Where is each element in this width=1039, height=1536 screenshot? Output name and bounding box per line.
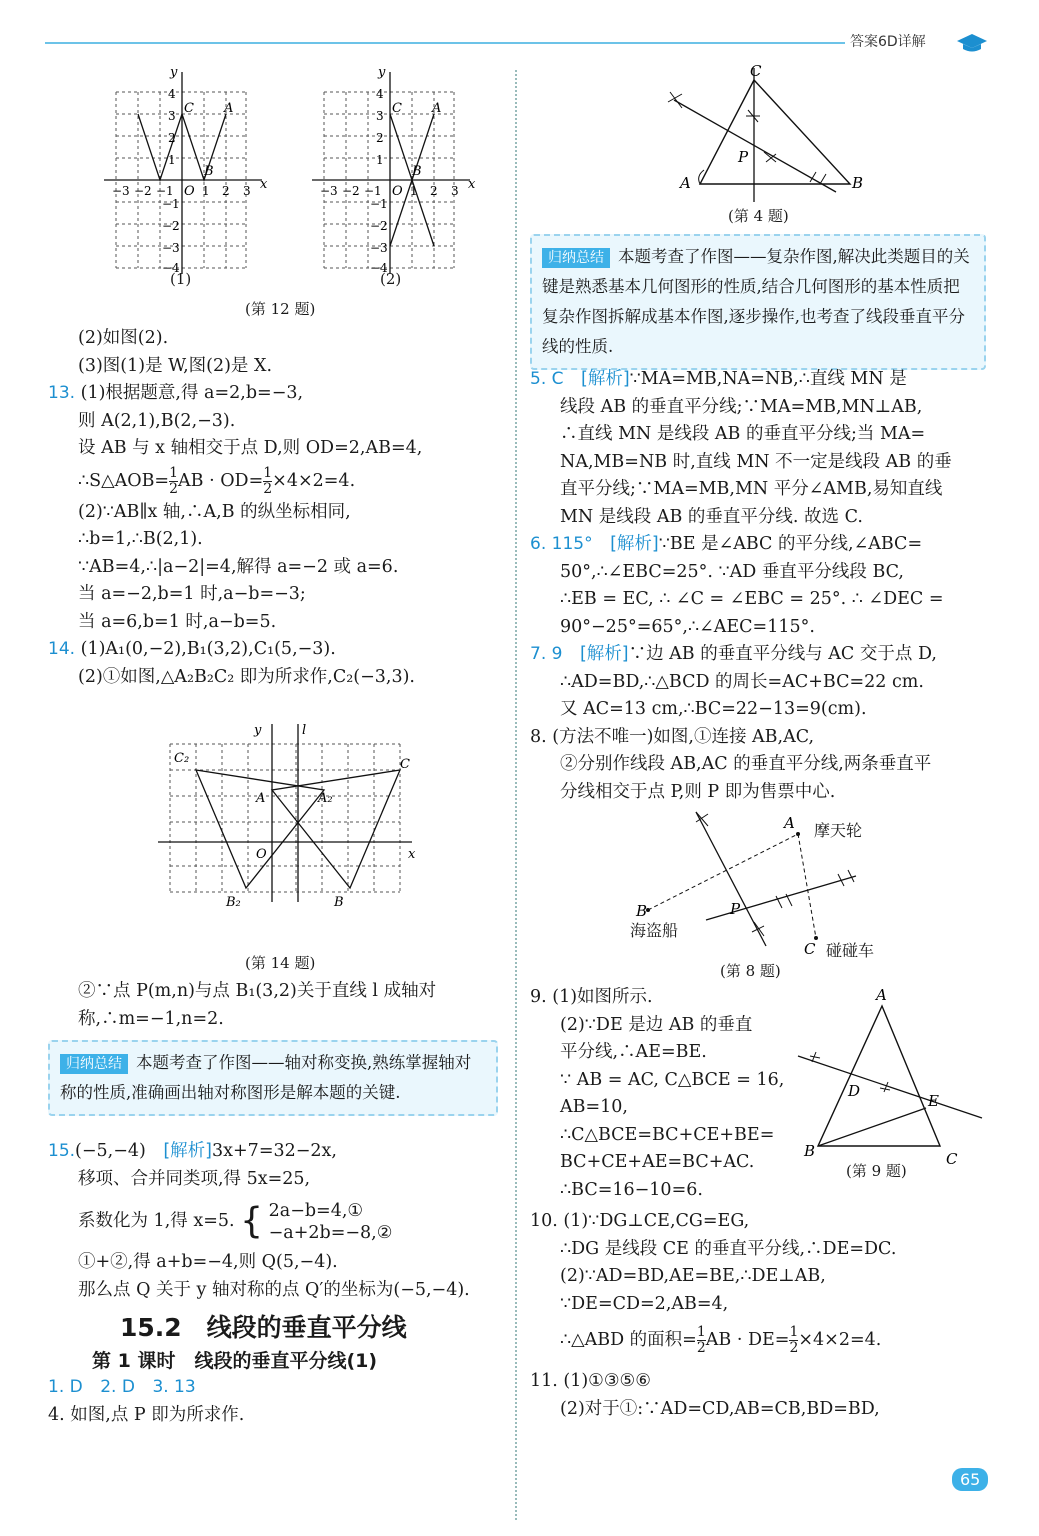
svg-text:A: A — [876, 986, 887, 1004]
lesson-title: 第 1 课时 线段的垂直平分线(1) — [92, 1350, 378, 1372]
fraction: $\frac{1}{2}$ — [263, 464, 273, 497]
question-number: 14. — [48, 639, 76, 659]
header-rule — [45, 42, 845, 44]
fig9-caption: (第 9 题) — [846, 1162, 907, 1180]
question-number: 5. C — [530, 369, 564, 389]
fig12-sub2: (2) — [380, 270, 402, 288]
text-line: (2)∵AB∥x 轴,∴A,B 的纵坐标相同, — [78, 501, 351, 522]
text-line: AB · DE= — [705, 1330, 790, 1350]
text-line: 10. (1)∵DG⊥CE,CG=EG, — [530, 1211, 750, 1231]
fig14-caption: (第 14 题) — [245, 954, 316, 972]
text-line: (1)A₁(0,−2),B₁(3,2),C₁(5,−3). — [80, 639, 336, 659]
text-line: ②∵点 P(m,n)与点 B₁(3,2)关于直线 l 成轴对 — [78, 981, 437, 1001]
svg-text:−3: −3 — [320, 184, 338, 198]
section-title: 15.2 线段的垂直平分线 — [120, 1313, 407, 1342]
svg-text:P: P — [730, 900, 741, 918]
answer-3: 3. 13 — [152, 1377, 196, 1397]
text-line: 直平分线;∵MA=MB,MN 平分∠AMB,易知直线 — [560, 479, 943, 499]
svg-text:3: 3 — [451, 184, 459, 198]
svg-text:−2: −2 — [134, 184, 152, 198]
text-line: (2)如图(2). — [78, 328, 169, 348]
svg-text:O: O — [256, 847, 267, 862]
svg-text:C: C — [400, 757, 410, 772]
text-line: AB=10, — [560, 1097, 628, 1117]
label-bumper-car: 碰碰车 — [826, 941, 875, 960]
text-line: MN 是线段 AB 的垂直平分线. 故选 C. — [560, 506, 863, 527]
svg-text:−3: −3 — [112, 184, 130, 198]
svg-text:2: 2 — [168, 131, 176, 145]
svg-text:3: 3 — [376, 109, 384, 123]
text-line: 11. (1)①③⑤⑥ — [530, 1371, 651, 1391]
text-line: 当 a=6,b=1 时,a−b=5. — [78, 611, 277, 632]
svg-text:−3: −3 — [162, 241, 180, 255]
text-line: ∴AD=BD,∴△BCD 的周长=AC+BC=22 cm. — [560, 671, 924, 692]
svg-text:O: O — [392, 184, 403, 199]
fraction: $\frac{1}{2}$ — [789, 1324, 799, 1356]
text-line: ∴△ABD 的面积= — [560, 1330, 697, 1350]
summary-text: 本题考查了作图——复杂作图,解决此类题目的关键是熟悉基本几何图形的性质,结合几何图形的基本性质把复杂作图拆解成基本作图,逐步操作,也考查了线段垂直平分线的性质. — [542, 247, 970, 356]
svg-text:C: C — [804, 940, 816, 958]
question-number: 15. — [48, 1141, 76, 1161]
text-line: 线段 AB 的垂直平分线;∵MA=MB,MN⊥AB, — [560, 396, 923, 417]
fig12-sub1: (1) — [170, 270, 192, 288]
text-line: NA,MB=NB 时,直线 MN 不一定是线段 AB 的垂 — [560, 451, 952, 472]
text-line: 那么点 Q 关于 y 轴对称的点 Q′的坐标为(−5,−4). — [78, 1279, 470, 1300]
text-line: 移项、合并同类项,得 5x=25, — [78, 1168, 311, 1189]
figure-12 — [100, 60, 480, 322]
analysis-tag: [解析] — [610, 534, 659, 554]
svg-text:3: 3 — [243, 184, 251, 198]
svg-text:P: P — [738, 148, 749, 166]
svg-text:4: 4 — [168, 87, 176, 101]
svg-text:y: y — [170, 65, 178, 80]
text-line: ×4×2=4. — [272, 470, 356, 491]
svg-text:3: 3 — [168, 109, 176, 123]
svg-text:2: 2 — [222, 184, 230, 198]
graph-1 — [104, 65, 268, 275]
text-line: ∵MA=MB,NA=NB,∴直线 MN 是 — [629, 369, 907, 389]
right-text-block-1 — [530, 366, 990, 806]
answer: (−5,−4) — [75, 1141, 146, 1161]
text-line: (2)∵DE 是边 AB 的垂直 — [560, 1014, 753, 1035]
svg-text:1: 1 — [410, 184, 418, 198]
text-line: 则 A(2,1),B(2,−3). — [78, 410, 236, 431]
equation-system: 2a−b=4,① −a+2b=−8,② — [268, 1200, 393, 1243]
summary-box-right — [530, 234, 986, 370]
text-line: ∴C△BCE=BC+CE+BE= — [560, 1124, 775, 1145]
text-line: 平分线,∴AE=BE. — [560, 1042, 707, 1062]
svg-text:B: B — [334, 895, 344, 910]
page-number: 65 — [952, 1468, 988, 1491]
svg-text:−4: −4 — [370, 261, 388, 275]
svg-text:−2: −2 — [370, 219, 388, 233]
question-number: 6. 115° — [530, 534, 593, 554]
text-line: BC+CE+AE=BC+AC. — [560, 1152, 755, 1172]
graph-2 — [312, 65, 476, 275]
svg-text:−4: −4 — [162, 261, 180, 275]
header-title: 答案6D详解 — [850, 34, 926, 50]
svg-text:−3: −3 — [370, 241, 388, 255]
svg-text:1: 1 — [376, 153, 384, 167]
text-line: ①+②,得 a+b=−4,则 Q(5,−4). — [78, 1252, 338, 1272]
figure-14 — [150, 718, 420, 918]
svg-text:−1: −1 — [370, 197, 388, 211]
fig4-caption: (第 4 题) — [728, 207, 789, 225]
text-line: ∵边 AB 的垂直平分线与 AC 交于点 D, — [628, 644, 937, 664]
svg-text:B: B — [204, 164, 214, 179]
summary-label: 归纳总结 — [60, 1054, 128, 1074]
svg-text:−1: −1 — [156, 184, 174, 198]
column-divider — [515, 70, 517, 1520]
text-line: (2)对于①:∵AD=CD,AB=CB,BD=BD, — [560, 1398, 880, 1419]
text-line: 又 AC=13 cm,∴BC=22−13=9(cm). — [560, 699, 867, 719]
svg-text:C: C — [750, 62, 762, 80]
text-line: AB · OD= — [178, 470, 264, 491]
figure-4 — [660, 60, 880, 205]
svg-text:B: B — [412, 164, 422, 179]
summary-label: 归纳总结 — [542, 248, 610, 268]
text-line: ∴DG 是线段 CE 的垂直平分线,∴DE=DC. — [560, 1238, 897, 1259]
svg-text:E: E — [928, 1092, 939, 1110]
svg-text:2: 2 — [376, 131, 384, 145]
question-number: 7. 9 — [530, 644, 563, 664]
text-line: ×4×2=4. — [798, 1330, 882, 1350]
svg-text:y: y — [378, 65, 386, 80]
figure-9 — [790, 984, 990, 1164]
fraction: $\frac{1}{2}$ — [169, 464, 179, 497]
analysis-tag: [解析] — [581, 369, 630, 389]
text-line: ∴直线 MN 是线段 AB 的垂直平分线;当 MA= — [560, 424, 926, 444]
summary-box-left — [48, 1040, 498, 1116]
svg-text:A: A — [432, 101, 442, 116]
svg-text:D: D — [848, 1082, 861, 1100]
graduation-cap-icon — [956, 32, 988, 54]
answer-1: 1. D — [48, 1377, 83, 1397]
label-pirate-ship: 海盗船 — [630, 921, 679, 940]
svg-text:x: x — [408, 847, 416, 862]
text-line: (2)∵AD=BD,AE=BE,∴DE⊥AB, — [560, 1266, 826, 1286]
text-line: 4. 如图,点 P 即为所求作. — [48, 1404, 245, 1425]
text-line: 3x+7=32−2x, — [212, 1141, 337, 1161]
svg-text:4: 4 — [376, 87, 384, 101]
fig12-caption: (第 12 题) — [245, 300, 316, 318]
svg-text:B₂: B₂ — [226, 895, 241, 910]
svg-text:1: 1 — [202, 184, 210, 198]
text-line: 设 AB 与 x 轴相交于点 D,则 OD=2,AB=4, — [78, 438, 423, 458]
text-line: ∵BE 是∠ABC 的平分线,∠ABC= — [658, 534, 923, 554]
svg-text:B: B — [852, 174, 864, 192]
fraction: $\frac{1}{2}$ — [696, 1324, 706, 1356]
svg-text:B: B — [636, 902, 648, 920]
svg-text:2: 2 — [430, 184, 438, 198]
q10-block — [530, 1208, 990, 1423]
svg-text:A: A — [224, 101, 234, 116]
svg-text:x: x — [260, 177, 268, 192]
analysis-tag: [解析] — [163, 1141, 213, 1161]
text-line: 当 a=−2,b=1 时,a−b=−3; — [78, 584, 306, 604]
svg-text:x: x — [468, 177, 476, 192]
text-line: 90°−25°=65°,∴∠AEC=115°. — [560, 616, 815, 637]
svg-text:C: C — [946, 1150, 958, 1164]
svg-text:C: C — [392, 101, 402, 116]
text-line: ∴BC=16−10=6. — [560, 1179, 703, 1200]
text-line: 50°,∴∠EBC=25°. ∵AD 垂直平分线段 BC, — [560, 561, 904, 582]
svg-text:A: A — [256, 791, 266, 806]
svg-text:l: l — [302, 723, 307, 738]
svg-text:−2: −2 — [342, 184, 360, 198]
text-line: 8. (方法不唯一)如图,①连接 AB,AC, — [530, 726, 815, 747]
text-line: (1)根据题意,得 a=2,b=−3, — [80, 383, 304, 403]
svg-text:A: A — [680, 174, 691, 192]
answer-2: 2. D — [100, 1377, 135, 1397]
left-text-block-2 — [48, 978, 508, 1033]
svg-text:A: A — [784, 814, 795, 832]
brace: { — [240, 1200, 264, 1242]
text-line: ∵ AB = AC, C△BCE = 16, — [560, 1069, 785, 1090]
question-number: 13. — [48, 383, 76, 403]
svg-text:1: 1 — [168, 153, 176, 167]
text-line: ②分别作线段 AB,AC 的垂直平分线,两条垂直平 — [560, 754, 932, 774]
label-ferris-wheel: 摩天轮 — [814, 821, 863, 840]
text-line: ∵AB=4,∴|a−2|=4,解得 a=−2 或 a=6. — [78, 556, 399, 577]
text-line: (2)①如图,△A₂B₂C₂ 即为所求作,C₂(−3,3). — [78, 666, 415, 687]
svg-text:O: O — [184, 184, 195, 199]
text-line: (3)图(1)是 W,图(2)是 X. — [78, 355, 273, 376]
svg-text:−1: −1 — [162, 197, 180, 211]
svg-text:B: B — [804, 1142, 816, 1160]
svg-text:−2: −2 — [162, 219, 180, 233]
text-line: ∵DE=CD=2,AB=4, — [560, 1293, 729, 1314]
text-line: 9. (1)如图所示. — [530, 987, 653, 1007]
text-line: 称,∴m=−1,n=2. — [78, 1008, 224, 1029]
left-text-block-1 — [48, 325, 508, 691]
svg-text:C: C — [184, 101, 194, 116]
summary-text: 本题考查了作图——轴对称变换,熟练掌握轴对称的性质,准确画出轴对称图形是解本题的关键. — [60, 1053, 472, 1102]
svg-text:y: y — [254, 723, 262, 738]
text-line: 分线相交于点 P,则 P 即为售票中心. — [560, 781, 836, 802]
text-line: 系数化为 1,得 x=5. — [78, 1211, 235, 1231]
svg-text:C₂: C₂ — [174, 751, 190, 766]
text-line: ∴EB = EC, ∴ ∠C = ∠EBC = 25°. ∴ ∠DEC = — [560, 589, 944, 609]
svg-text:−1: −1 — [364, 184, 382, 198]
svg-text:A₂: A₂ — [318, 791, 333, 806]
text-line: ∴b=1,∴B(2,1). — [78, 529, 203, 549]
q9-block — [530, 984, 800, 1204]
q15-block — [48, 1138, 508, 1304]
text-line: ∴S△AOB= — [78, 470, 170, 491]
fig8-caption: (第 8 题) — [720, 962, 781, 980]
analysis-tag: [解析] — [579, 644, 629, 664]
left-answers — [48, 1374, 508, 1429]
